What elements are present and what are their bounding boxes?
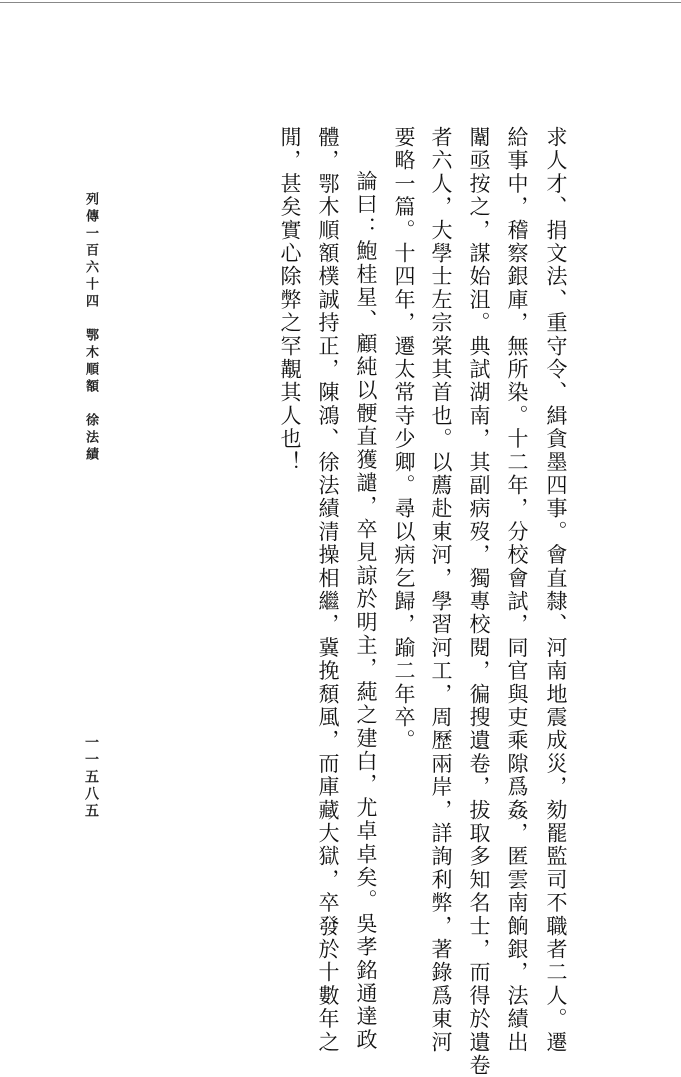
- text-column-7: 體，鄂木順額樸誠持正，陳鴻、徐法績清操相繼，冀挽頹風，而庫藏大獄，卒發於十數年之: [316, 126, 340, 1054]
- running-head: 列傳一百六十四 鄂木順額 徐法績: [83, 192, 98, 464]
- top-rule: [0, 2, 681, 3]
- text-column-6: 論曰：鮑桂星、顧純以骾直獲譴，卒見諒於明主，蒓之建白，尤卓卓矣。吳孝銘通達政: [354, 170, 378, 1052]
- text-column-4: 者六人，大學士左宗棠其首也。以薦赴東河，學習河工，周歷兩岸，詳詢利弊，著錄爲東河: [429, 126, 453, 1054]
- text-column-2: 給事中，稽察銀庫，無所染。十二年，分校會試，同官與吏乘隙爲姦，匿雲南餉銀，法績出: [505, 126, 529, 1054]
- text-column-8: 閒，甚矣實心除弊之罕覯其人也！: [278, 126, 302, 474]
- text-column-1: 求人才、捐文法、重守令、緝貪墨四事。會直隸、河南地震成災，劾罷監司不職者二人。遷: [544, 126, 568, 1054]
- text-column-5: 要略一篇。十四年，遷太常寺少卿。尋以病乞歸，踰二年卒。: [392, 126, 416, 753]
- page-number: 一一五八五: [83, 735, 99, 820]
- text-column-3: 闈亟按之，謀始沮。典試湖南，其副病歿，獨專校閱，徧搜遺卷，拔取多知名士，而得於遺卷: [467, 126, 491, 1077]
